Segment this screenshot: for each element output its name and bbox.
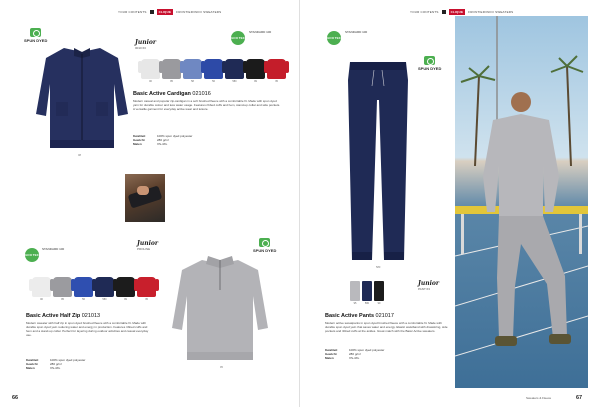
- cardigan-title: [133, 91, 211, 97]
- swatch[interactable]: [137, 277, 156, 301]
- swatch[interactable]: [162, 59, 181, 83]
- swatch[interactable]: [246, 59, 265, 83]
- page-number-right: 67: [576, 395, 583, 401]
- swatch-code: 95: [353, 302, 357, 305]
- cardigan-caption: 08: [78, 154, 81, 157]
- swatch-color: [374, 281, 384, 301]
- swatch-code: 99: [124, 298, 127, 301]
- pants-caption: 580: [376, 266, 381, 269]
- spun-dyed-badge: [24, 28, 47, 43]
- spec-key: Kwaliteit: [325, 348, 338, 352]
- swatch-color: [53, 277, 72, 297]
- pants-brand-logo: Junior: [418, 280, 440, 287]
- page-header-left: [118, 9, 221, 15]
- swatch[interactable]: [74, 277, 93, 301]
- halfzip-brand-logo: Junior: [137, 240, 159, 247]
- eco-tex-badge: ECO TEX: [327, 31, 341, 45]
- halfzip-image: [170, 254, 270, 364]
- eco-tex-badge: ECO TEX: [25, 248, 39, 262]
- spec-value: 280 g/m²: [157, 138, 169, 143]
- spec-key: Maten: [325, 356, 334, 361]
- swatch[interactable]: [53, 277, 72, 301]
- spec-key: Gewicht: [325, 352, 337, 357]
- swatch-code: 580: [232, 80, 237, 83]
- swatch-color: [267, 59, 286, 79]
- spec-value: 280 g/m²: [50, 362, 62, 367]
- pants-swatches: [350, 281, 384, 305]
- swatch[interactable]: [204, 59, 223, 83]
- cardigan-code: 021016: [192, 91, 211, 97]
- standard-100-label: STANDARD 100: [345, 30, 368, 34]
- halfzip-specs: [26, 358, 85, 371]
- spun-dyed-icon: [424, 56, 435, 65]
- swatch[interactable]: [116, 277, 135, 301]
- halfzip-description: Modern sweater with half zip in spun dyed brushed fleece with a comfortable fit. Made with durable spun dyed yarn reducing water and energy in production. Features ribbed cuffs and hem and a stand-up collar. Perfect for layering during outdoor activities and casual everyday use.: [26, 321, 149, 337]
- swatch-color: [362, 281, 372, 301]
- swatch-color: [32, 277, 51, 297]
- bullet-icon: [442, 10, 446, 14]
- footer-label: Sweaters & Fleece: [526, 396, 552, 400]
- page-header-right: [410, 9, 513, 15]
- swatch-code: 99: [254, 80, 257, 83]
- hand-shape: [137, 186, 149, 195]
- spec-value: XS-4XL: [50, 366, 61, 371]
- spun-dyed-label: SPUN DYED: [24, 38, 48, 43]
- cardigan-title-text: Basic Active Cardigan: [133, 91, 191, 97]
- halfzip-title: [26, 313, 100, 319]
- swatch-color: [350, 281, 360, 301]
- spec-row: [133, 142, 192, 146]
- spec-value: 100% spun dyed polyester: [157, 134, 193, 138]
- swatch[interactable]: [350, 281, 360, 305]
- header-section: FRONTIER/INFO SWEATERS: [468, 10, 514, 14]
- cardigan-sku: 0010 63: [135, 46, 146, 50]
- halfzip-code: 021013: [81, 313, 101, 319]
- spec-value: XS-4XL: [157, 142, 168, 147]
- standard-100-label: STANDARD 100: [42, 247, 65, 251]
- page-number-left: 66: [12, 395, 19, 401]
- swatch-code: 56: [82, 298, 85, 301]
- swatch[interactable]: [225, 59, 244, 83]
- detail-photo: [125, 174, 165, 222]
- swatch-color: [137, 277, 156, 297]
- pants-sku: PANT 63: [418, 287, 430, 291]
- eco-tex-badge: ECO TEX: [231, 31, 245, 45]
- header-label: YOUR CONTENTS: [118, 10, 147, 14]
- halfzip-sku: PROLINE: [137, 247, 151, 251]
- cardigan-description: Modern casual and popular zip-cardigan in a soft brushed fleece with a comfortable fit. Made with spun dyed yarn for durable colour and less water usage. Features ribbed cuffs and hem, stand-up collar and side pockets. A versatile garment for everyday active wear and leisure.: [133, 99, 281, 111]
- spec-key: Maten: [26, 366, 35, 371]
- halfzip-title-text: Basic Active Half Zip: [26, 313, 81, 319]
- swatch-code: 580: [364, 302, 370, 305]
- bullet-icon: [150, 10, 154, 14]
- spec-key: Gewicht: [26, 362, 38, 367]
- lifestyle-photo: [455, 16, 588, 388]
- swatch[interactable]: [95, 277, 114, 301]
- spec-key: Kwaliteit: [26, 358, 39, 362]
- spun-dyed-badge: [418, 56, 441, 71]
- cardigan-brand-logo: Junior: [135, 39, 157, 46]
- spec-key: Kwaliteit: [133, 134, 146, 138]
- swatch-code: 580: [102, 298, 107, 301]
- swatch-code: 00: [149, 80, 152, 83]
- swatch-code: 95: [61, 298, 64, 301]
- header-brand: CLIQUE: [450, 10, 464, 14]
- swatch[interactable]: [183, 59, 202, 83]
- swatch-code: 99: [377, 302, 381, 305]
- spun-dyed-label: SPUN DYED: [253, 248, 277, 253]
- spec-row: [325, 356, 384, 360]
- swatch[interactable]: [374, 281, 384, 305]
- spec-key: Gewicht: [133, 138, 145, 143]
- swatch[interactable]: [362, 281, 372, 305]
- cardigan-specs: [133, 134, 192, 147]
- pants-description: Modern active sweatpants in spun dyed brushed fleece with a comfortable fit. Made with durable spun dyed yarn that saves water and energy. Elastic waistband with drawstring, side pockets and ribbed cuffs at the ankles. Great match with the Basic Active sweaters.: [325, 321, 448, 333]
- spec-key: Maten: [133, 142, 142, 147]
- swatch-color: [225, 59, 244, 79]
- spec-row: [26, 366, 85, 370]
- spun-dyed-badge: [253, 238, 276, 253]
- pants-code: 021017: [375, 313, 394, 319]
- swatch[interactable]: [141, 59, 160, 83]
- swatch-code: 95: [170, 80, 173, 83]
- halfzip-swatches: [32, 277, 156, 301]
- spec-value: 280 g/m²: [349, 352, 361, 357]
- spun-dyed-icon: [259, 238, 270, 247]
- cardigan-swatches: [141, 59, 286, 83]
- spun-dyed-label: SPUN DYED: [418, 66, 442, 71]
- right-page: [300, 0, 600, 407]
- swatch-code: 56: [212, 80, 215, 83]
- swatch-color: [183, 59, 202, 79]
- pants-specs: [325, 348, 384, 361]
- swatch-code: 00: [40, 298, 43, 301]
- swatch-color: [162, 59, 181, 79]
- halfzip-caption: 95: [220, 366, 223, 369]
- pants-image: [344, 60, 412, 264]
- swatch[interactable]: [267, 59, 286, 83]
- swatch-code: 35: [145, 298, 148, 301]
- header-brand: CLIQUE: [158, 10, 172, 14]
- lifestyle-scene: [455, 16, 588, 388]
- swatch-code: 58: [191, 80, 194, 83]
- spec-value: 100% spun dyed polyester: [50, 358, 86, 362]
- swatch-color: [74, 277, 93, 297]
- spun-dyed-icon: [30, 28, 41, 37]
- pants-title: [325, 313, 394, 319]
- cardigan-image: [34, 44, 130, 152]
- swatch-color: [246, 59, 265, 79]
- swatch-color: [95, 277, 114, 297]
- spec-value: 100% spun dyed polyester: [349, 348, 385, 352]
- pants-title-text: Basic Active Pants: [325, 313, 375, 319]
- swatch-color: [204, 59, 223, 79]
- header-label: YOUR CONTENTS: [410, 10, 439, 14]
- swatch-color: [141, 59, 160, 79]
- spec-value: XS-4XL: [349, 356, 360, 361]
- header-section: FRONTIER/INFO SWEATERS: [176, 10, 222, 14]
- swatch-color: [116, 277, 135, 297]
- standard-100-label: STANDARD 100: [249, 30, 272, 34]
- swatch-code: 35: [275, 80, 278, 83]
- swatch[interactable]: [32, 277, 51, 301]
